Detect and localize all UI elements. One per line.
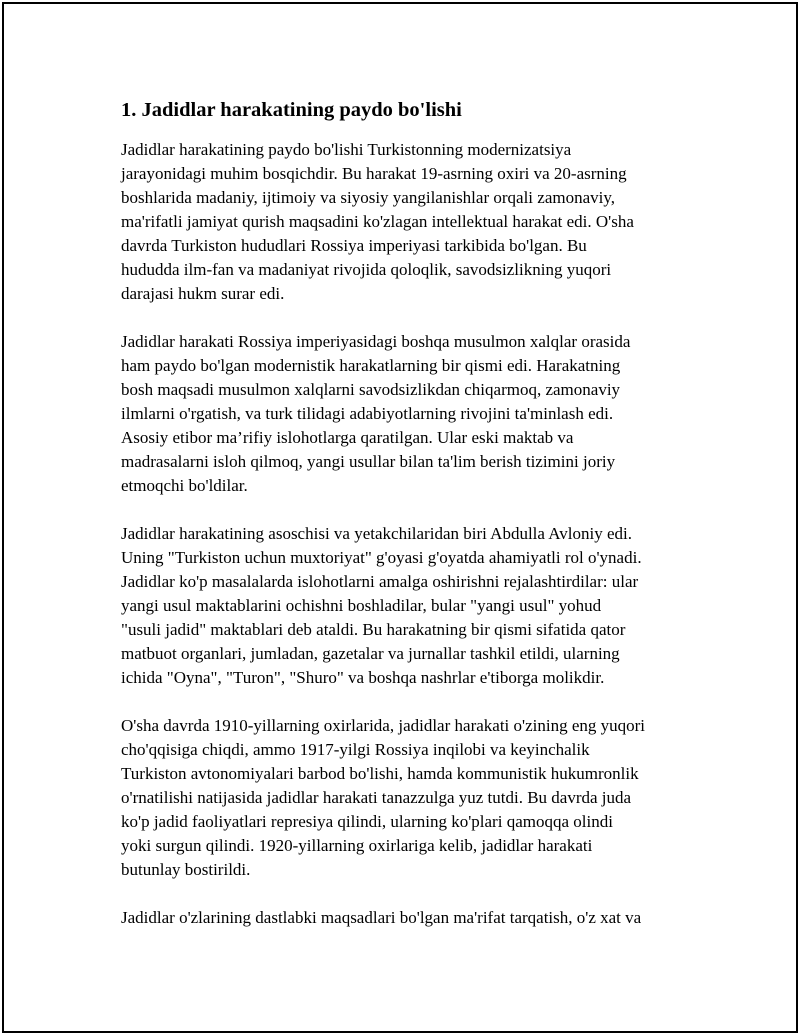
text-line: cho'qqisiga chiqdi, ammo 1917-yilgi Rossiya inqilobi va keyinchalik [121,740,590,759]
text-line: ilmlarni o'rgatish, va turk tilidagi adabiyotlarning rivojini ta'minlash edi. [121,404,614,423]
paragraph [121,906,711,930]
text-line: madrasalarni isloh qilmoq, yangi usullar bilan ta'lim berish tizimini joriy [121,452,616,471]
paragraph [121,330,711,498]
text-line: Uning "Turkiston uchun muxtoriyat" g'oyasi g'oyatda ahamiyatli rol o'ynadi. [121,548,642,567]
document-body [121,98,711,954]
text-line: Jadidlar ko'p masalalarda islohotlarni amalga oshirishni rejalashtirdilar: ular [121,572,639,591]
text-line: bosh maqsadi musulmon xalqlarni savodsizlikdan chiqarmoq, zamonaviy [121,380,621,399]
text-line: ichida "Oyna", "Turon", "Shuro" va boshqa nashrlar e'tiborga molikdir. [121,668,605,687]
text-line: O'sha davrda 1910-yillarning oxirlarida, jadidlar harakati o'zining eng yuqori [121,716,645,735]
text-line: Turkiston avtonomiyalari barbod bo'lishi, hamda kommunistik hukumronlik [121,764,639,783]
text-line: Jadidlar o'zlarining dastlabki maqsadlari bo'lgan ma'rifat tarqatish, o'z xat va [121,908,642,927]
text-line: Jadidlar harakatining asoschisi va yetakchilaridan biri Abdulla Avloniy edi. [121,524,632,543]
text-line: jarayonidagi muhim bosqichdir. Bu harakat 19-asrning oxiri va 20-asrning [121,164,627,183]
text-line: matbuot organlari, jumladan, gazetalar va jurnallar tashkil etildi, ularning [121,644,620,663]
text-line: ko'p jadid faoliyatlari represiya qilindi, ularning ko'plari qamoqqa olindi [121,812,613,831]
paragraph [121,138,711,306]
text-line: davrda Turkiston hududlari Rossiya imperiyasi tarkibida bo'lgan. Bu [121,236,587,255]
text-line: o'rnatilishi natijasida jadidlar harakati tanazzulga yuz tutdi. Bu davrda juda [121,788,632,807]
text-line: "usuli jadid" maktablari deb ataldi. Bu harakatning bir qismi sifatida qator [121,620,626,639]
text-line: butunlay bostirildi. [121,860,251,879]
text-line: Asosiy etibor ma’rifiy islohotlarga qaratilgan. Ular eski maktab va [121,428,574,447]
text-line: ham paydo bo'lgan modernistik harakatlarning bir qismi edi. Harakatning [121,356,621,375]
page-frame [2,2,798,1033]
text-line: yangi usul maktablarini ochishni boshladilar, bular "yangi usul" yohud [121,596,602,615]
text-line: darajasi hukm surar edi. [121,284,285,303]
paragraph [121,714,711,882]
text-line: boshlarida madaniy, ijtimoiy va siyosiy yangilanishlar orqali zamonaviy, [121,188,615,207]
paragraph [121,522,711,690]
text-line: yoki surgun qilindi. 1920-yillarning oxirlariga kelib, jadidlar harakati [121,836,593,855]
section-heading: 1. Jadidlar harakatining paydo bo'lishi [121,99,462,121]
text-line: Jadidlar harakati Rossiya imperiyasidagi boshqa musulmon xalqlar orasida [121,332,631,351]
text-line: hududda ilm-fan va madaniyat rivojida qoloqlik, savodsizlikning yuqori [121,260,612,279]
text-line: Jadidlar harakatining paydo bo'lishi Turkistonning modernizatsiya [121,140,572,159]
text-line: ma'rifatli jamiyat qurish maqsadini ko'zlagan intellektual harakat edi. O'sha [121,212,634,231]
text-line: etmoqchi bo'ldilar. [121,476,248,495]
